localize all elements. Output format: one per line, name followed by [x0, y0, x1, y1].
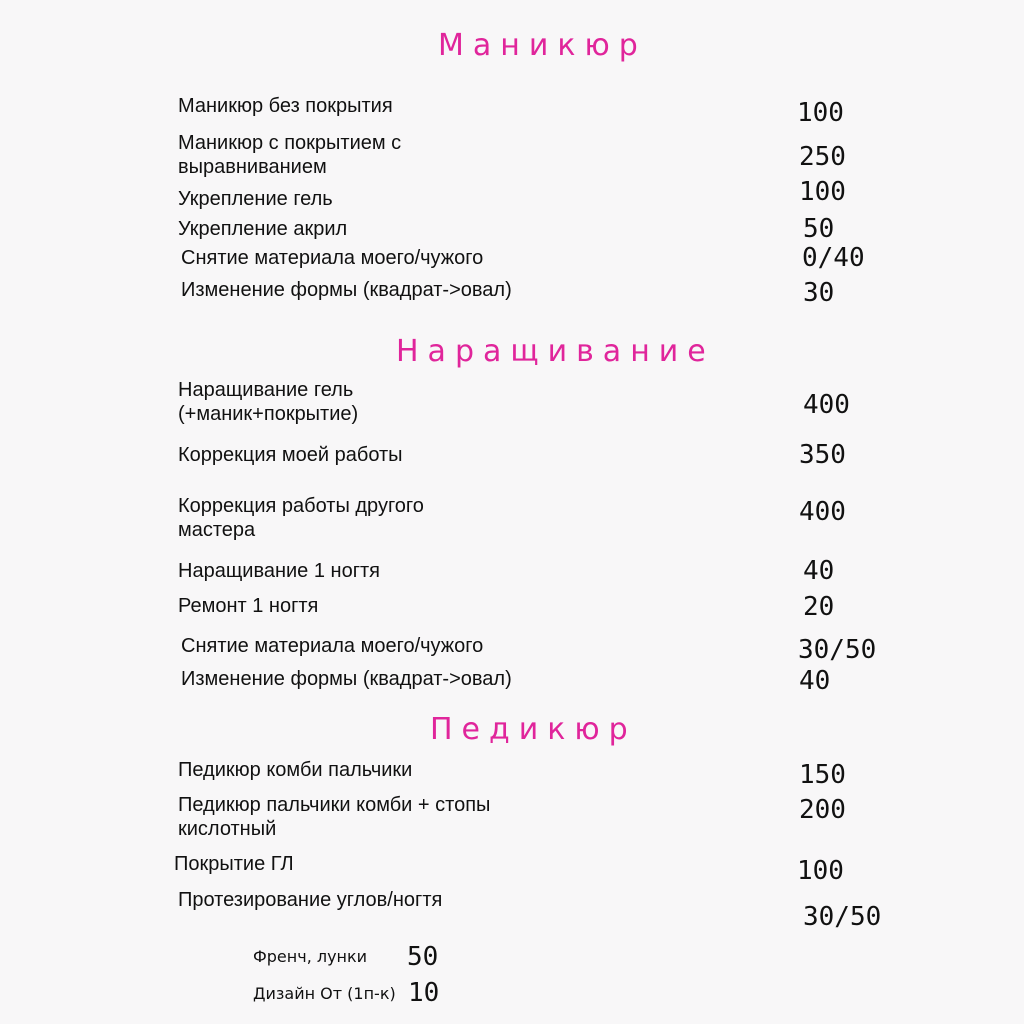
service-price: 200: [799, 795, 846, 825]
service-price: 100: [797, 98, 844, 128]
service-price: 350: [799, 440, 846, 470]
section-title-manicure: Маникюр: [438, 28, 647, 63]
service-name: Укрепление гель: [178, 188, 333, 210]
service-name: Протезирование углов/ногтя: [178, 889, 443, 911]
service-price: 250: [799, 142, 846, 172]
service-price: 400: [799, 497, 846, 527]
service-price: 30: [803, 278, 835, 308]
extra-name: Френч, лунки: [253, 947, 368, 966]
service-name: Наращивание гель (+маник+покрытие): [178, 379, 359, 425]
service-name: Снятие материала моего/чужого: [181, 635, 484, 657]
service-name: Коррекция работы другого мастера: [178, 495, 424, 541]
service-price: 150: [799, 760, 846, 790]
service-name: Педикюр комби пальчики: [178, 759, 413, 781]
service-price: 40: [799, 666, 831, 696]
service-name: Ремонт 1 ногтя: [178, 595, 319, 617]
service-price: 50: [803, 214, 835, 244]
section-title-pedicure: Педикюр: [430, 712, 637, 747]
service-name: Снятие материала моего/чужого: [181, 247, 484, 269]
extra-name: Дизайн От (1п-к): [253, 984, 396, 1003]
service-price: 400: [803, 390, 850, 420]
service-price: 40: [803, 556, 835, 586]
service-name: Укрепление акрил: [178, 218, 348, 240]
service-name: Маникюр без покрытия: [178, 95, 393, 117]
service-name: Коррекция моей работы: [178, 444, 403, 466]
service-name: Изменение формы (квадрат->овал): [181, 279, 512, 301]
service-price: 100: [797, 856, 844, 886]
service-price: 0/40: [802, 243, 865, 273]
service-price: 30/50: [803, 902, 882, 932]
extra-price: 10: [408, 978, 440, 1008]
service-name: Покрытие ГЛ: [174, 853, 294, 875]
service-name: Педикюр пальчики комби + стопы кислотный: [178, 794, 491, 840]
service-price: 20: [803, 592, 835, 622]
service-name: Наращивание 1 ногтя: [178, 560, 380, 582]
service-price: 100: [799, 177, 846, 207]
service-name: Маникюр с покрытием с выравниванием: [178, 132, 402, 178]
service-name: Изменение формы (квадрат->овал): [181, 668, 512, 690]
section-title-extension: Наращивание: [396, 334, 715, 369]
extra-price: 50: [407, 942, 439, 972]
service-price: 30/50: [798, 635, 877, 665]
